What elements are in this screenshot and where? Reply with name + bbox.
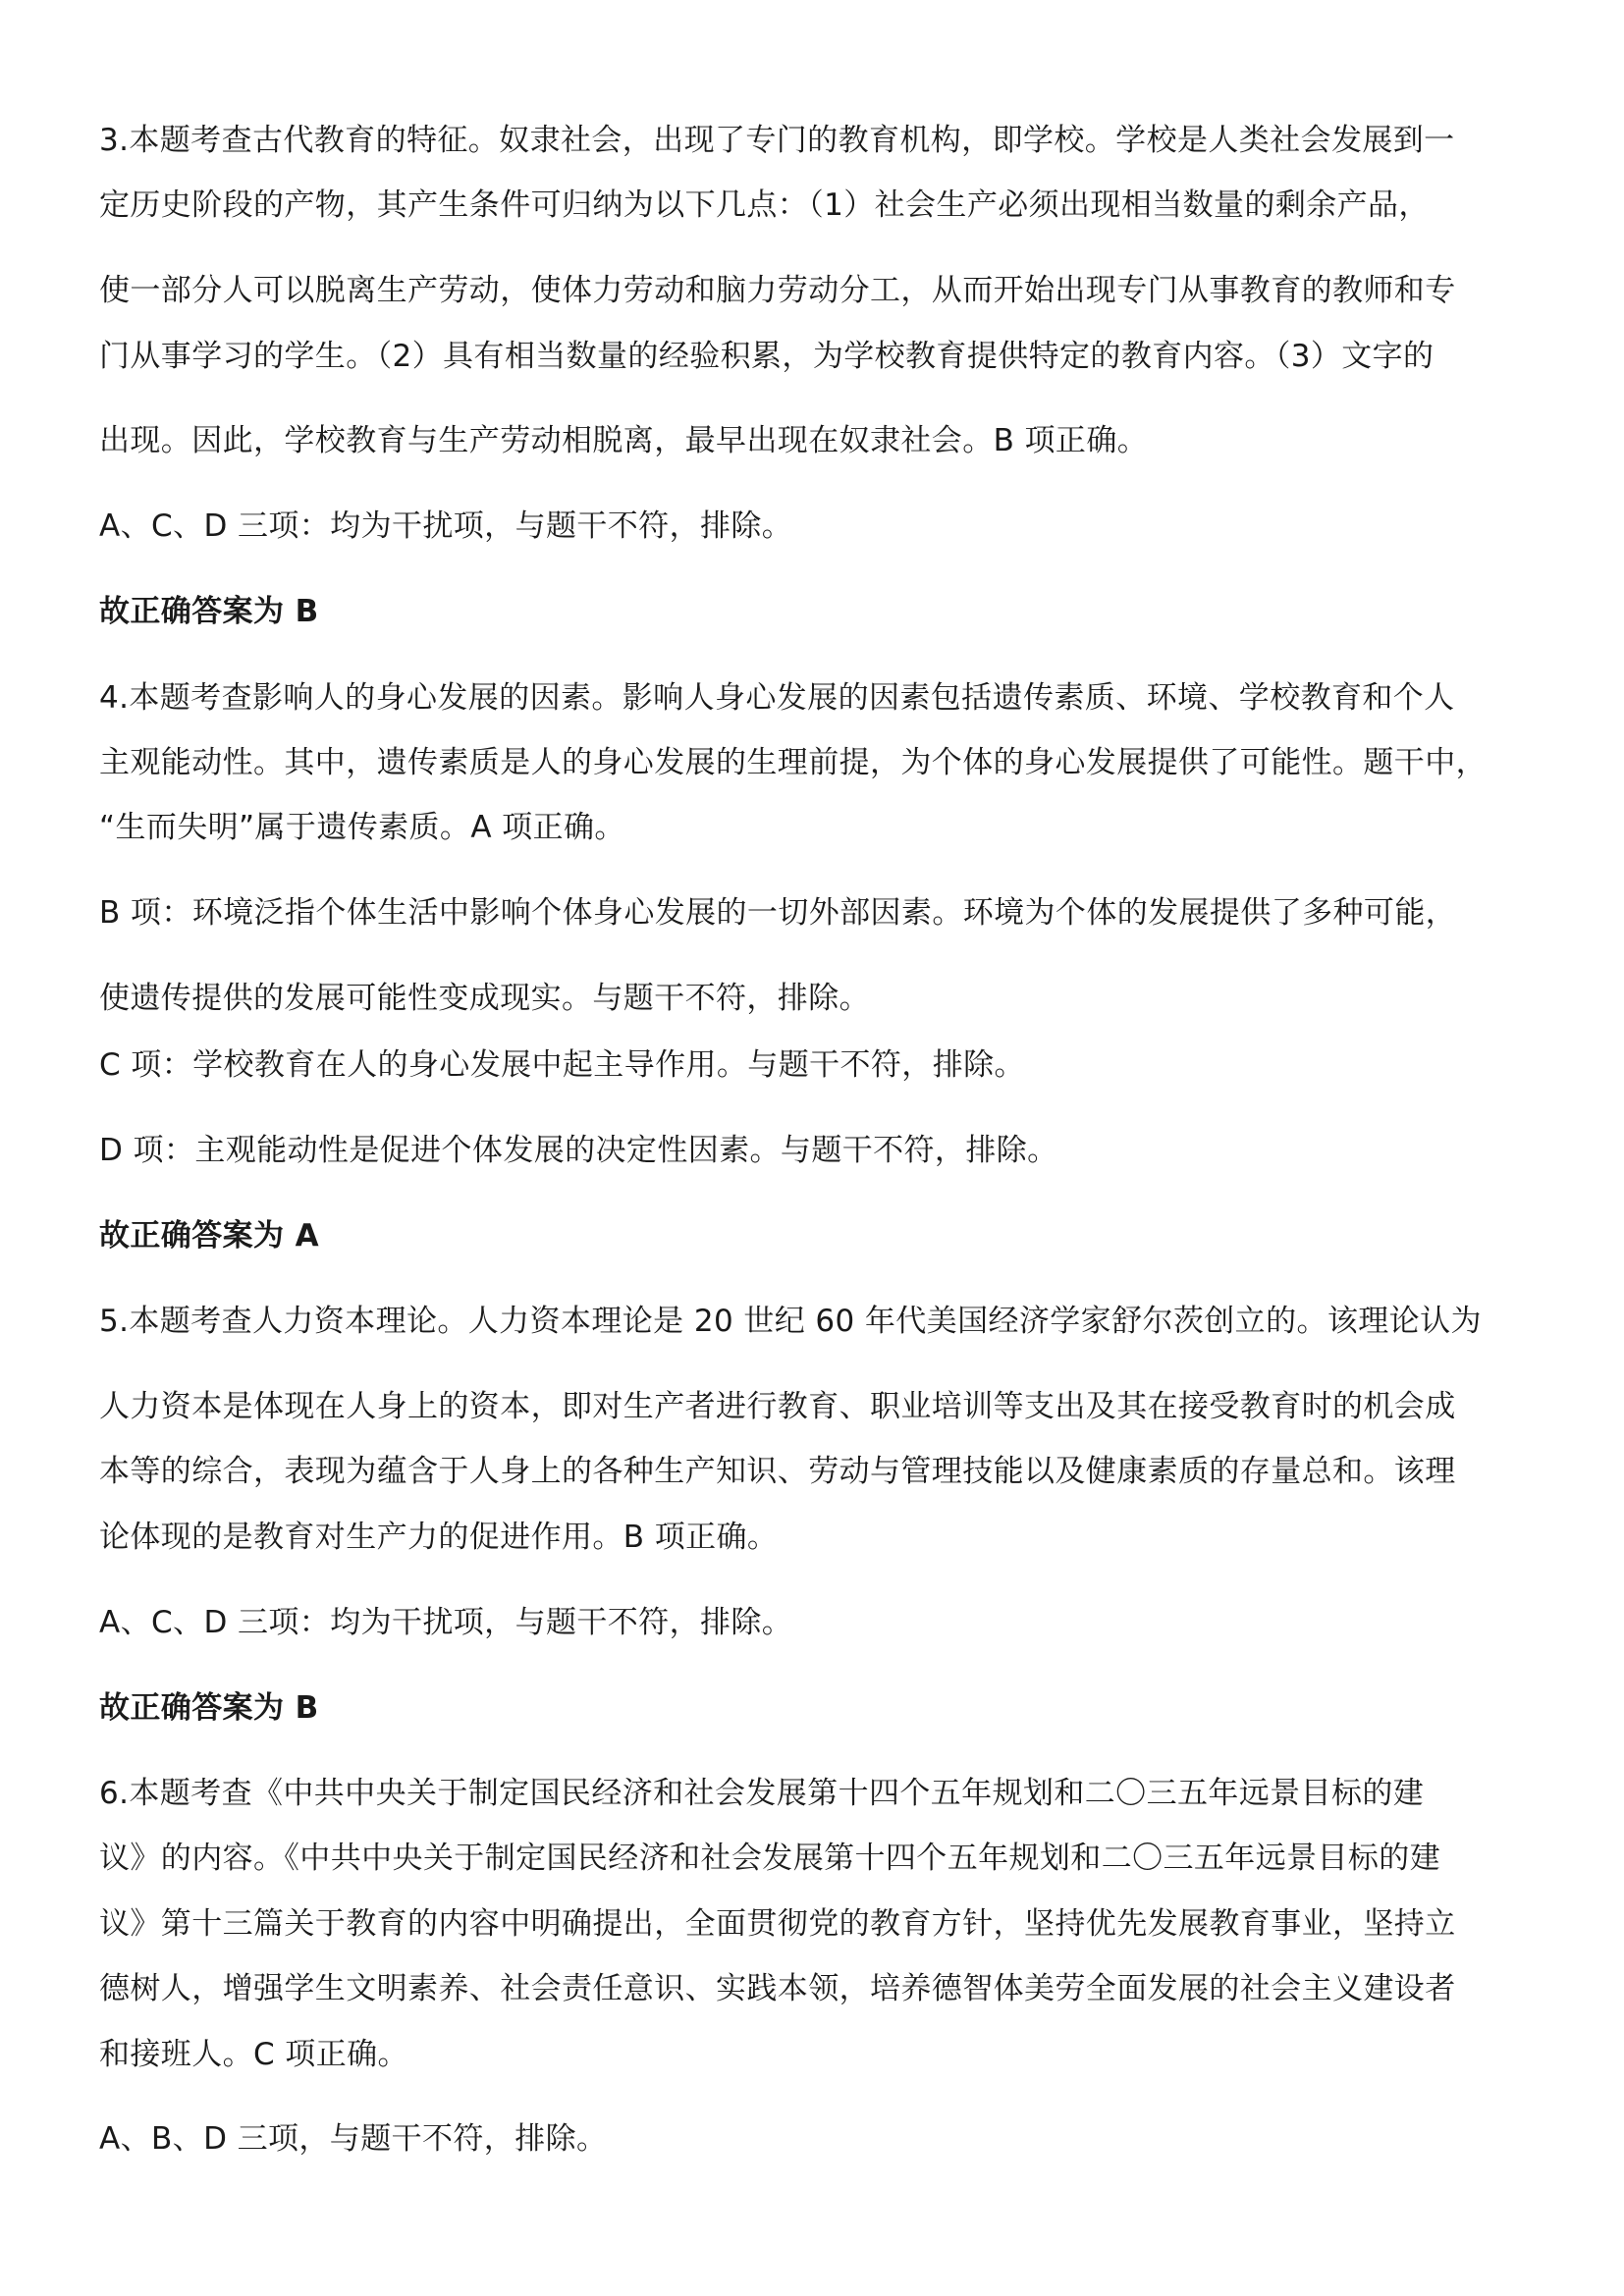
q3-distractor-note: A、C、D 三项：均为干扰项，与题干不符，排除。 <box>99 508 793 544</box>
q4-option-c: C 项：学校教育在人的身心发展中起主导作用。与题干不符，排除。 <box>99 1047 1025 1083</box>
q5-line-4: 论体现的是教育对生产力的促进作用。B 项正确。 <box>99 1520 779 1555</box>
q5-line-2: 人力资本是体现在人身上的资本，即对生产者进行教育、职业培训等支出及其在接受教育时的机会成 <box>99 1389 1456 1424</box>
q6-line-4: 德树人，增强学生文明素养、社会责任意识、实践本领，培养德智体美劳全面发展的社会主义建设者 <box>99 1971 1456 2006</box>
q5-line-3: 本等的综合，表现为蕴含于人身上的各种生产知识、劳动与管理技能以及健康素质的存量总和。该理 <box>99 1454 1456 1489</box>
q4-option-b-line-2: 使遗传提供的发展可能性变成现实。与题干不符，排除。 <box>99 981 870 1016</box>
q5-answer: 故正确答案为 B <box>99 1690 319 1726</box>
q3-answer: 故正确答案为 B <box>99 594 319 629</box>
q4-option-d: D 项：主观能动性是促进个体发展的决定性因素。与题干不符，排除。 <box>99 1133 1058 1168</box>
q3-line-5: 出现。因此，学校教育与生产劳动相脱离，最早出现在奴隶社会。B 项正确。 <box>99 423 1149 458</box>
q6-line-1: 6.本题考查《中共中央关于制定国民经济和社会发展第十四个五年规划和二〇三五年远景目标的建 <box>99 1776 1425 1811</box>
q5-distractor-note: A、C、D 三项：均为干扰项，与题干不符，排除。 <box>99 1605 793 1640</box>
q4-line-2: 主观能动性。其中，遗传素质是人的身心发展的生理前提，为个体的身心发展提供了可能性。题干中， <box>99 745 1487 780</box>
q6-line-3: 议》第十三篇关于教育的内容中明确提出，全面贯彻党的教育方针，坚持优先发展教育事业，坚持立 <box>99 1906 1456 1942</box>
q4-line-3: “生而失明”属于遗传素质。A 项正确。 <box>99 810 625 845</box>
q4-option-b-line-1: B 项：环境泛指个体生活中影响个体身心发展的一切外部因素。环境为个体的发展提供了多种可能， <box>99 895 1457 931</box>
q3-line-3: 使一部分人可以脱离生产劳动，使体力劳动和脑力劳动分工，从而开始出现专门从事教育的教师和专 <box>99 273 1456 308</box>
q6-line-2: 议》的内容。《中共中央关于制定国民经济和社会发展第十四个五年规划和二〇三五年远景目标的建 <box>99 1841 1441 1876</box>
q6-distractor-note: A、B、D 三项，与题干不符，排除。 <box>99 2121 608 2157</box>
q6-line-5: 和接班人。C 项正确。 <box>99 2037 408 2072</box>
q4-answer: 故正确答案为 A <box>99 1218 319 1254</box>
q5-line-1: 5.本题考查人力资本理论。人力资本理论是 20 世纪 60 年代美国经济学家舒尔茨创立的。该理论认为 <box>99 1304 1482 1339</box>
q4-line-1: 4.本题考查影响人的身心发展的因素。影响人身心发展的因素包括遗传素质、环境、学校教育和个人 <box>99 680 1455 716</box>
q3-line-4: 门从事学习的学生。（2）具有相当数量的经验积累，为学校教育提供特定的教育内容。（3）文字的 <box>99 339 1435 374</box>
q3-line-2: 定历史阶段的产物，其产生条件可归纳为以下几点：（1）社会生产必须出现相当数量的剩余产品， <box>99 187 1430 223</box>
q3-line-1: 3.本题考查古代教育的特征。奴隶社会，出现了专门的教育机构，即学校。学校是人类社会发展到一 <box>99 123 1455 158</box>
